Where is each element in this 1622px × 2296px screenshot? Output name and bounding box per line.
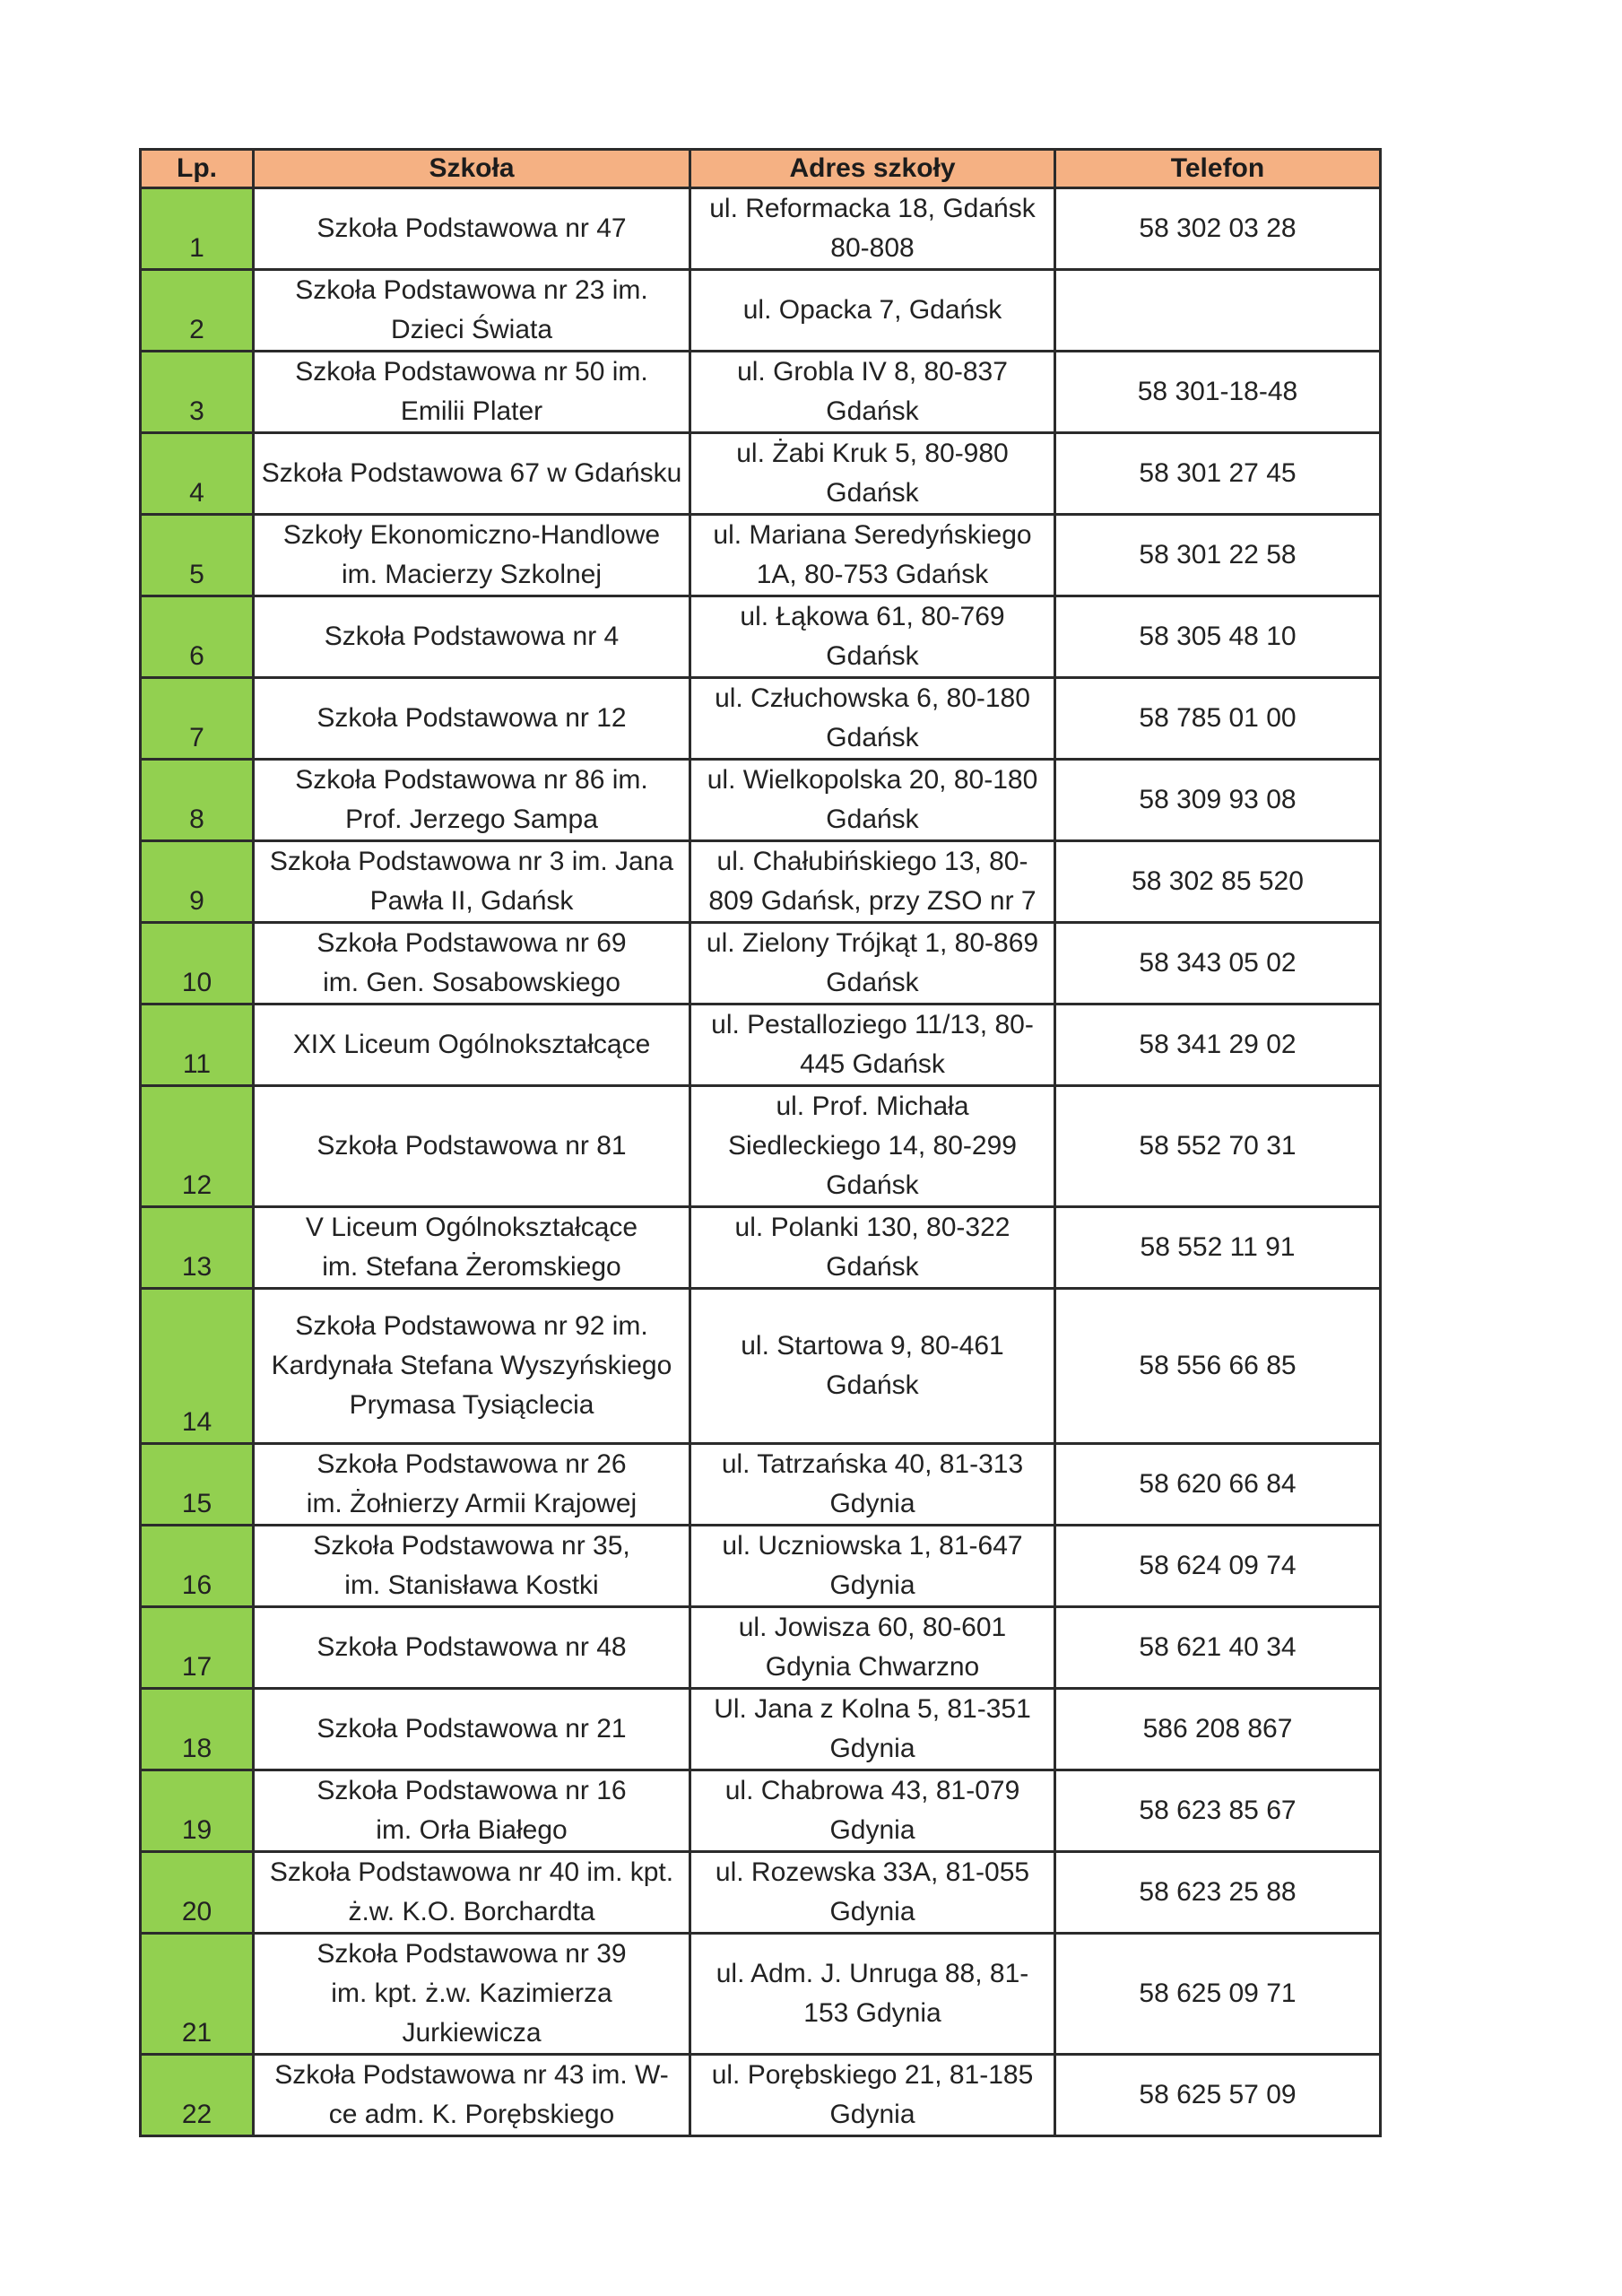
row-number-text: 4 (189, 478, 204, 508)
school-phone-text: 58 302 03 28 (1139, 213, 1297, 243)
school-name (254, 841, 690, 923)
row-number (141, 1004, 254, 1086)
table-row (141, 1086, 1381, 1207)
row-number (141, 188, 254, 270)
row-number-text: 12 (181, 1170, 213, 1200)
school-phone (1055, 352, 1381, 433)
row-number-text: 11 (182, 1049, 212, 1079)
row-number (141, 515, 254, 596)
school-phone-text: 58 552 70 31 (1139, 1131, 1297, 1161)
school-name (254, 1086, 690, 1207)
school-phone-text: 58 623 85 67 (1139, 1796, 1297, 1825)
school-name (254, 678, 690, 760)
table-row (141, 1607, 1381, 1689)
school-phone (1055, 1207, 1381, 1289)
school-address (690, 1852, 1055, 1934)
school-name-text: Szkoła Podstawowa nr 23 im. Dzieci Świata (295, 275, 648, 344)
row-number (141, 270, 254, 352)
row-number (141, 1086, 254, 1207)
school-phone-text: 58 301 22 58 (1139, 540, 1297, 570)
school-phone-text: 58 305 48 10 (1139, 622, 1297, 651)
school-address (690, 1770, 1055, 1852)
school-name (254, 433, 690, 515)
school-name (254, 1934, 690, 2055)
school-phone-text: 58 785 01 00 (1139, 703, 1297, 733)
table-body (141, 188, 1381, 2136)
row-number-text: 17 (181, 1652, 213, 1682)
row-number (141, 1852, 254, 1934)
table-row (141, 1207, 1381, 1289)
school-phone (1055, 1770, 1381, 1852)
school-address-text: ul. Człuchowska 6, 80-180 Gdańsk (715, 683, 1030, 752)
school-address-text: ul. Uczniowska 1, 81-647 Gdynia (722, 1531, 1023, 1600)
school-name-text: Szkoła Podstawowa nr 92 im. Kardynała Stefana Wyszyńskiego Prymasa Tysiąclecia (271, 1311, 672, 1420)
row-number (141, 1689, 254, 1770)
school-address (690, 433, 1055, 515)
school-phone-text: 58 343 05 02 (1139, 948, 1297, 978)
school-name-text: Szkoła Podstawowa nr 4 (324, 622, 620, 651)
school-address (690, 678, 1055, 760)
school-name-text: Szkoła Podstawowa nr 12 (317, 703, 627, 733)
school-phone-text: 58 302 85 520 (1132, 866, 1304, 896)
school-address-text: ul. Zielony Trójkąt 1, 80-869 Gdańsk (706, 928, 1039, 997)
table-row (141, 760, 1381, 841)
row-number-text: 15 (181, 1489, 213, 1518)
row-number-text: 10 (181, 968, 213, 997)
school-phone (1055, 923, 1381, 1004)
school-name (254, 1004, 690, 1086)
row-number-text: 8 (189, 804, 204, 834)
school-name-text: V Liceum Ogólnokształcące im. Stefana Żeromskiego (305, 1213, 638, 1282)
school-address-text: ul. Chałubińskiego 13, 80- 809 Gdańsk, przy ZSO nr 7 (708, 847, 1037, 916)
school-phone-text: 58 623 25 88 (1139, 1877, 1297, 1907)
school-phone-text: 58 552 11 91 (1140, 1232, 1296, 1262)
school-address (690, 923, 1055, 1004)
school-name (254, 270, 690, 352)
school-name-text: Szkoła Podstawowa nr 39 im. kpt. ż.w. Kazimierza Jurkiewicza (317, 1939, 627, 2048)
school-address (690, 1086, 1055, 1207)
row-number-text: 18 (181, 1734, 213, 1763)
row-number (141, 1526, 254, 1607)
table-row (141, 1852, 1381, 1934)
school-phone (1055, 678, 1381, 760)
school-phone (1055, 1607, 1381, 1689)
school-phone (1055, 760, 1381, 841)
school-phone (1055, 515, 1381, 596)
school-address-text: ul. Startowa 9, 80-461 Gdańsk (741, 1331, 1004, 1400)
school-name (254, 1444, 690, 1526)
table-row (141, 2055, 1381, 2136)
school-address-text: Ul. Jana z Kolna 5, 81-351 Gdynia (714, 1694, 1031, 1763)
school-phone-text: 58 301-18-48 (1137, 377, 1298, 406)
table-row (141, 841, 1381, 923)
school-name-text: Szkoła Podstawowa nr 16 im. Orła Białego (317, 1776, 627, 1845)
school-address-text: ul. Tatrzańska 40, 81-313 Gdynia (721, 1449, 1024, 1518)
school-name-text: Szkoła Podstawowa nr 3 im. Jana Pawła II, Gdańsk (269, 847, 674, 916)
table-row (141, 270, 1381, 352)
table-row (141, 1526, 1381, 1607)
school-name-text: Szkoła Podstawowa nr 43 im. W- ce adm. K. Porębskiego (274, 2060, 669, 2129)
school-phone (1055, 1444, 1381, 1526)
school-name-text: Szkoła Podstawowa 67 w Gdańsku (261, 458, 682, 488)
school-name (254, 923, 690, 1004)
school-phone (1055, 2055, 1381, 2136)
school-name-text: XIX Liceum Ogólnokształcące (292, 1030, 651, 1059)
row-number-text: 1 (189, 233, 204, 263)
header-phone: Telefon (1055, 150, 1381, 188)
school-name-text: Szkoła Podstawowa nr 40 im. kpt. ż.w. K.O. Borchardta (269, 1857, 674, 1926)
row-number (141, 1444, 254, 1526)
school-name-text: Szkoła Podstawowa nr 26 im. Żołnierzy Armii Krajowej (306, 1449, 638, 1518)
table-row (141, 678, 1381, 760)
school-name-text: Szkoła Podstawowa nr 50 im. Emilii Plater (295, 357, 648, 426)
school-address-text: ul. Rozewska 33A, 81-055 Gdynia (715, 1857, 1030, 1926)
row-number (141, 923, 254, 1004)
school-name (254, 1852, 690, 1934)
row-number-text: 2 (189, 315, 204, 344)
row-number (141, 1207, 254, 1289)
table-header-row (141, 150, 1381, 188)
school-address (690, 1207, 1055, 1289)
row-number (141, 2055, 254, 2136)
school-address (690, 2055, 1055, 2136)
school-name (254, 1689, 690, 1770)
row-number-text: 13 (181, 1252, 213, 1282)
school-address-text: ul. Porębskiego 21, 81-185 Gdynia (711, 2060, 1034, 2129)
row-number (141, 1770, 254, 1852)
row-number (141, 1934, 254, 2055)
table-row (141, 352, 1381, 433)
row-number-text: 16 (181, 1570, 213, 1600)
school-address (690, 1689, 1055, 1770)
school-name-text: Szkoła Podstawowa nr 47 (317, 213, 627, 243)
school-phone (1055, 596, 1381, 678)
row-number-text: 7 (189, 723, 204, 752)
school-address-text: ul. Reformacka 18, Gdańsk 80-808 (709, 194, 1036, 263)
school-phone-text: 58 341 29 02 (1139, 1030, 1297, 1059)
school-address-text: ul. Mariana Seredyńskiego 1A, 80-753 Gdańsk (713, 520, 1032, 589)
row-number-text: 6 (189, 641, 204, 671)
schools-table (139, 148, 1382, 2137)
table-row (141, 1770, 1381, 1852)
school-name (254, 2055, 690, 2136)
school-address-text: ul. Polanki 130, 80-322 Gdańsk (734, 1213, 1010, 1282)
school-name (254, 596, 690, 678)
school-phone (1055, 841, 1381, 923)
row-number (141, 1607, 254, 1689)
school-phone-text: 58 556 66 85 (1139, 1351, 1297, 1380)
school-phone-text: 586 208 867 (1142, 1714, 1293, 1744)
school-phone (1055, 188, 1381, 270)
school-address-text: ul. Opacka 7, Gdańsk (742, 295, 1002, 325)
school-phone-text: 58 625 09 71 (1139, 1979, 1297, 2008)
school-phone-text: 58 309 93 08 (1139, 785, 1297, 814)
row-number-text: 20 (181, 1897, 213, 1926)
school-address (690, 1526, 1055, 1607)
school-address (690, 841, 1055, 923)
school-address (690, 515, 1055, 596)
header-school: Szkoła (254, 150, 690, 188)
school-phone-text: 58 620 66 84 (1139, 1469, 1297, 1499)
table-row (141, 1444, 1381, 1526)
school-address-text: ul. Pestalloziego 11/13, 80- 445 Gdańsk (711, 1010, 1034, 1079)
row-number (141, 760, 254, 841)
row-number-text: 22 (181, 2100, 213, 2129)
table-row (141, 515, 1381, 596)
row-number-text: 21 (181, 2018, 213, 2048)
school-address (690, 1607, 1055, 1689)
header-address: Adres szkoły (690, 150, 1055, 188)
row-number (141, 352, 254, 433)
row-number (141, 678, 254, 760)
row-number-text: 19 (181, 1815, 213, 1845)
school-name-text: Szkoła Podstawowa nr 81 (317, 1131, 627, 1161)
table-row (141, 1689, 1381, 1770)
school-phone (1055, 1852, 1381, 1934)
school-phone (1055, 433, 1381, 515)
table-row (141, 433, 1381, 515)
school-address-text: ul. Grobla IV 8, 80-837 Gdańsk (737, 357, 1008, 426)
school-name (254, 188, 690, 270)
school-name-text: Szkoła Podstawowa nr 86 im. Prof. Jerzego Sampa (295, 765, 648, 834)
school-address-text: ul. Wielkopolska 20, 80-180 Gdańsk (707, 765, 1038, 834)
school-name (254, 352, 690, 433)
table-row (141, 188, 1381, 270)
school-name (254, 760, 690, 841)
school-phone (1055, 1934, 1381, 2055)
school-address (690, 1934, 1055, 2055)
school-address (690, 352, 1055, 433)
school-name (254, 1526, 690, 1607)
table-row (141, 1004, 1381, 1086)
row-number (141, 596, 254, 678)
school-phone (1055, 1086, 1381, 1207)
school-name-text: Szkoła Podstawowa nr 48 (317, 1632, 627, 1662)
school-address-text: ul. Prof. Michała Siedleckiego 14, 80-299 Gdańsk (728, 1091, 1017, 1200)
school-phone (1055, 270, 1381, 352)
school-phone (1055, 1689, 1381, 1770)
school-name-text: Szkoła Podstawowa nr 69 im. Gen. Sosabowskiego (317, 928, 627, 997)
row-number-text: 14 (181, 1407, 213, 1437)
school-phone (1055, 1004, 1381, 1086)
school-name (254, 1289, 690, 1444)
row-number (141, 433, 254, 515)
school-name-text: Szkoły Ekonomiczno-Handlowe im. Macierzy Szkolnej (282, 520, 661, 589)
school-address-text: ul. Chabrowa 43, 81-079 Gdynia (724, 1776, 1020, 1845)
school-address-text: ul. Łąkowa 61, 80-769 Gdańsk (740, 602, 1005, 671)
school-phone (1055, 1289, 1381, 1444)
school-name (254, 1207, 690, 1289)
school-address-text: ul. Adm. J. Unruga 88, 81- 153 Gdynia (716, 1959, 1029, 2028)
table-row (141, 923, 1381, 1004)
table-row (141, 1934, 1381, 2055)
row-number (141, 841, 254, 923)
school-address (690, 270, 1055, 352)
school-name-text: Szkoła Podstawowa nr 21 (317, 1714, 627, 1744)
school-name (254, 1607, 690, 1689)
row-number (141, 1289, 254, 1444)
school-phone (1055, 1526, 1381, 1607)
row-number-text: 5 (189, 560, 204, 589)
school-address (690, 1004, 1055, 1086)
row-number-text: 9 (189, 886, 204, 916)
row-number-text: 3 (189, 396, 204, 426)
school-address-text: ul. Żabi Kruk 5, 80-980 Gdańsk (736, 439, 1009, 508)
school-name (254, 1770, 690, 1852)
school-name-text: Szkoła Podstawowa nr 35, im. Stanisława Kostki (313, 1531, 630, 1600)
table-row (141, 1289, 1381, 1444)
school-phone-text: 58 625 57 09 (1139, 2080, 1297, 2109)
school-name (254, 515, 690, 596)
school-address-text: ul. Jowisza 60, 80-601 Gdynia Chwarzno (738, 1613, 1007, 1682)
school-phone-text: 58 624 09 74 (1139, 1551, 1297, 1580)
school-address (690, 596, 1055, 678)
table-row (141, 596, 1381, 678)
school-address (690, 1289, 1055, 1444)
header-lp: Lp. (141, 150, 254, 188)
school-address (690, 1444, 1055, 1526)
school-phone-text: 58 621 40 34 (1139, 1632, 1297, 1662)
school-address (690, 760, 1055, 841)
school-address (690, 188, 1055, 270)
school-phone-text: 58 301 27 45 (1139, 458, 1297, 488)
